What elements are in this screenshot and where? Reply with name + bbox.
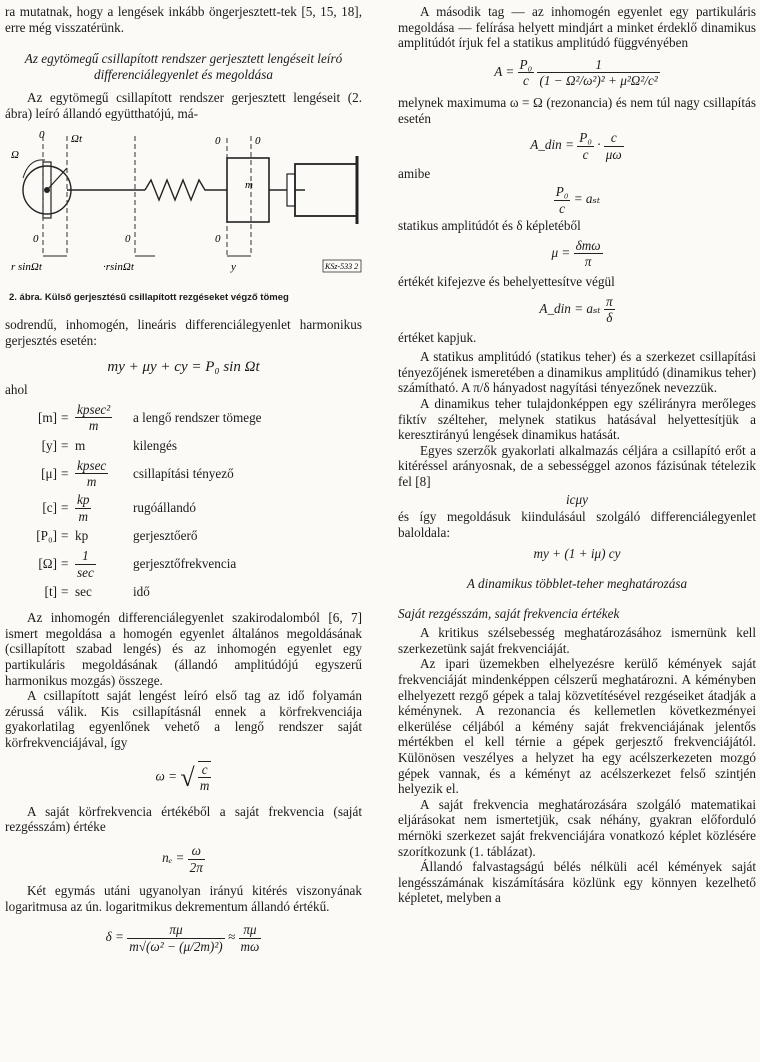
paragraph-max: melynek maximuma ω = Ω (rezonancia) és nem túl nagy csillapítás esetén xyxy=(398,94,756,126)
unit-row xyxy=(5,402,362,434)
intro-paragraph: Az egytömegű csillapított rendszer gerjesztett lengéseit (2. ábra) leíró állandó együtthatójú, má- xyxy=(5,90,362,121)
eq-omega-den: m xyxy=(199,778,210,794)
rotation-arrow-icon xyxy=(23,159,45,177)
unit-value: kp xyxy=(75,528,89,544)
unit-row xyxy=(5,548,362,580)
eq-ast-rhs: = aₛₜ xyxy=(573,191,601,207)
unit-label: kilengés xyxy=(133,437,177,453)
unit-value-cell xyxy=(75,584,133,600)
eq-delta-num: πμ xyxy=(127,922,224,939)
eq-Adin-frac1 xyxy=(577,130,594,162)
unit-label: idő xyxy=(133,584,150,600)
equation-delta xyxy=(5,922,362,954)
paragraph-second-term: A második tag — az inhomogén egyenlet egy partikuláris megoldása — felírása helyett mindjárt a minket érdeklő dinamikus amplitúdót írjuk fel a statikus amplitúdó függvényében xyxy=(398,4,756,51)
unit-value-den: sec xyxy=(77,564,94,580)
unit-value-fraction xyxy=(75,458,108,490)
eq-A-one: 1 xyxy=(537,57,659,74)
eq-Adin2-lhs: A_din = aₛₜ xyxy=(539,300,601,316)
unit-symbol: [m] xyxy=(37,409,57,425)
mass-spring-damper-diagram xyxy=(5,128,362,288)
eq-delta-den2: mω xyxy=(240,938,260,954)
unit-symbol: [t] xyxy=(44,584,57,600)
label-y: y xyxy=(231,260,236,273)
eq-ast-frac xyxy=(554,184,571,216)
unit-value: sec xyxy=(75,584,92,600)
unit-value-fraction xyxy=(75,548,96,580)
eq-ne-fraction xyxy=(188,843,205,875)
eq-Adin-n1: P₀ xyxy=(579,130,592,146)
label-r-sin: r sinΩt xyxy=(11,260,42,273)
paragraph-statikus: statikus amplitúdót és δ képletéből xyxy=(398,218,581,234)
paragraph-ipari: Az ipari üzemekben elhelyezésre kerülő kémények saját frekvenciáját mindenképpen célszerű meghatározni. A kéményben elhelyezett rezgő gépek a talaj közvetítésével rezgéseiket átadják a kéménynek. A rezonancia és kellemetlen következményei elkerülése céljából a kémény saját frekvenciájának jelentős mértékben el kell térnie a gépek gerjesztő frekvenciájától. Különösen veszélyes a helyzet ha egy acélszerkezeten mozgó gépek vannak, és a kéményt az acélszerkezet felső szintjén helyezik el. xyxy=(398,656,756,797)
heading-dinamikus: A dinamikus többlet-teher meghatározása xyxy=(466,576,688,591)
unit-equals: = xyxy=(61,584,69,600)
paragraph-kifejezve: értékét kifejezve és behelyettesítve végül xyxy=(398,273,615,289)
equation-Adin2 xyxy=(398,294,756,326)
equation-omega xyxy=(5,761,362,794)
paragraph-egyes: Egyes szerzők gyakorlati alkalmazás céljára a csillapító erőt a kitéréssel arányosnak, de a sebességgel azonos fázisúnak tételezik fel [8] xyxy=(398,442,756,490)
unit-label: rugóállandó xyxy=(133,500,196,516)
unit-value-cell xyxy=(75,548,133,580)
unit-value-den: m xyxy=(78,508,88,524)
unit-equals: = xyxy=(61,409,69,425)
unit-value-cell xyxy=(75,458,133,490)
paragraph-statikus-amp: A statikus amplitúdó (statikus teher) és a szerkezet csillapítási tényezőjének ismeretében a dinamikus amplitúdó (dinamikus teher) számítható. A π/δ hányadost nagyítási tényezőnek nevezzük. xyxy=(398,349,756,396)
equation-ast xyxy=(398,184,756,216)
figure-caption: 2. ábra. Külső gerjesztésű csillapított rezgéseket végző tömeg xyxy=(9,291,289,303)
right-column xyxy=(398,4,756,906)
eq-A-p0: P₀ xyxy=(519,56,533,72)
unit-value: m xyxy=(75,437,86,453)
paragraph-es: és így megoldásuk kiindulásául szolgáló differenciálegyenlet baloldala: xyxy=(398,509,756,540)
eq-Adin-n2: c xyxy=(604,130,624,147)
unit-value-fraction xyxy=(75,492,91,524)
unit-equals: = xyxy=(61,437,69,453)
eq-mu-lhs: μ = xyxy=(551,244,571,260)
eq-omega-fraction xyxy=(198,761,212,794)
eq-mu-num: δmω xyxy=(575,237,601,253)
label-omega-t: Ωt xyxy=(71,132,83,145)
unit-row xyxy=(5,436,362,456)
eq-ast-n: P₀ xyxy=(555,183,569,199)
unit-row xyxy=(5,458,362,490)
unit-symbol: [c] xyxy=(42,500,57,516)
left-paragraph-top: ra mutatnak, hogy a lengések inkább öngerjesztett-tek [5, 15, 18], erre még visszatérünk. xyxy=(5,4,362,35)
unit-row xyxy=(5,526,362,546)
label-zero-bottom-2: 0 xyxy=(125,232,131,245)
eq-Adin2-frac xyxy=(604,294,615,326)
unit-value-cell xyxy=(75,528,133,544)
eq-A-c: c xyxy=(522,73,529,89)
unit-value-fraction xyxy=(75,402,112,434)
unit-value-cell xyxy=(75,438,133,454)
paragraph-dinamikus: A dinamikus teher tulajdonképpen egy szélirányra merőleges fiktív szélteher, melynek statikus hatásával helyettesítjük a keresztirányú lengések dinamikus hatását. xyxy=(398,396,756,443)
section-heading: Az egytömegű csillapított rendszer gerjesztett lengéseit leíró differenciálegyenlet és megoldása xyxy=(24,51,343,82)
eq-ne-lhs: nₑ = xyxy=(162,850,185,866)
paragraph-kritikus: A kritikus szélsebesség meghatározásához ismernünk kell szerkezetünk saját frekvenciáját. xyxy=(398,625,756,656)
label-zero-top-3: 0 xyxy=(255,134,261,147)
eq-mu-frac xyxy=(574,238,603,270)
figure-2-diagram xyxy=(5,128,362,288)
label-mass-m: m xyxy=(245,178,253,191)
unit-equals: = xyxy=(61,500,69,516)
unit-label: a lengő rendszer tömege xyxy=(133,409,262,425)
eq-A-frac1 xyxy=(518,57,535,89)
equation-icmy: icμy xyxy=(566,491,588,507)
eq-delta-fraction-2 xyxy=(239,922,262,954)
equation-my: my + (1 + iμ) cy xyxy=(533,546,621,562)
eq-Adin-frac2 xyxy=(604,130,624,162)
equation-Adin: A_din = $\frac{\text{P₀}}{c}$ · $\frac{c}{\mu\omega}$ xyxy=(530,130,622,162)
eq-delta-approx: ≈ xyxy=(227,929,236,945)
label-r-sin-2: ·rsinΩt xyxy=(103,260,134,273)
unit-symbol: [P₀] xyxy=(36,528,57,544)
paragraph-first-term: A csillapított saját lengést leíró első tag az idő folyamán zérussá válik. Kis csillapításnál ennek a körfrekvenciája gyakorlatilag egyenlőnek vehető a lengő rendszer saját körfrekvenciájával, így xyxy=(5,688,362,751)
eq-Adin2-den: δ xyxy=(606,310,613,326)
paragraph-allando: Állandó falvastagságú bélés nélküli acél kémények saját lengésszámának kiszámítására közlünk egy könnyen kezelhető képletet, melyben a xyxy=(398,859,756,906)
damper-piston xyxy=(287,174,295,206)
units-list xyxy=(5,402,362,603)
eq-ast-d: c xyxy=(559,200,566,216)
unit-value-num: kpsec² xyxy=(77,401,111,417)
eq-ne-num: ω xyxy=(188,843,205,860)
paragraph-after-figure: sodrendű, inhomogén, lineáris differenciálegyenlet harmonikus gerjesztés esetén: xyxy=(5,317,362,348)
heading-sajat: Saját rezgésszám, saját frekvencia értékek xyxy=(398,605,620,621)
eq-A-frac2 xyxy=(537,57,659,89)
eq-Adin-d2: μω xyxy=(605,146,622,162)
unit-row xyxy=(5,492,362,524)
spring xyxy=(145,180,227,200)
unit-symbol: [y] xyxy=(41,437,57,453)
paragraph-inhomogen: Az inhomogén differenciálegyenlet szakirodalomból [6, 7] ismert megoldása a homogén egyenlet általános megoldásának (csillapított szabad lengés) és az inhomogén egyenlet egy partikuláris megoldásának (állandó amplitúdójú egyszerű harmonikus mozgás) összege. xyxy=(5,610,362,688)
sqrt-icon: √ xyxy=(180,762,195,792)
figure-ref: KSz-533 2 xyxy=(325,261,359,271)
equation-ne xyxy=(5,843,362,875)
unit-row xyxy=(5,582,362,602)
paragraph-sajat: A saját körfrekvencia értékéből a saját frekvencia (saját rezgésszám) értéke xyxy=(5,803,362,835)
label-zero-bottom-1: 0 xyxy=(33,232,39,245)
eq-delta-lhs: δ = xyxy=(105,929,124,945)
label-zero-bottom-3: 0 xyxy=(215,232,221,245)
left-column xyxy=(5,4,362,963)
equation-main: my + μy + cy = P₀ sin Ωt xyxy=(107,359,260,376)
unit-label: csillapítási tényező xyxy=(133,466,234,482)
eq-Adin2-num: π xyxy=(605,293,613,309)
unit-label: gerjesztőfrekvencia xyxy=(133,556,237,572)
unit-value-cell xyxy=(75,492,133,524)
crank-arm xyxy=(47,168,67,190)
unit-equals: = xyxy=(61,556,69,572)
eq-Adin-d1: c xyxy=(582,146,589,162)
eq-A-lhs: A = xyxy=(494,63,515,79)
paragraph-sajat-frek: A saját frekvencia meghatározására szolgáló matematikai eljárásokat nem ismertetjük, csak néhány, gyakran előforduló mérnöki szerkezet saját frekvenciájára vonatkozó képlet közlésére szorítkozunk (1. táblázat). xyxy=(398,796,756,859)
unit-equals: = xyxy=(61,466,69,482)
disc-center xyxy=(44,187,50,193)
unit-value-den: m xyxy=(88,418,99,434)
unit-value-num: kpsec xyxy=(77,457,107,473)
eq-delta-fraction xyxy=(127,922,224,954)
unit-value-cell xyxy=(75,402,133,434)
equation-mu xyxy=(398,238,756,270)
paragraph-kapjuk: értéket kapjuk. xyxy=(398,329,477,345)
label-zero-top-1: 0 xyxy=(39,128,45,141)
unit-symbol: [μ] xyxy=(41,466,57,482)
unit-value-num: kp xyxy=(77,491,90,507)
unit-value-num: 1 xyxy=(75,548,96,565)
eq-omega-num: c xyxy=(198,762,212,779)
label-omega: Ω xyxy=(11,148,19,161)
amibe-label: amibe xyxy=(398,166,431,182)
label-zero-top-2: 0 xyxy=(215,134,221,147)
eq-ne-den: 2π xyxy=(189,859,203,875)
ahol-label: ahol xyxy=(5,381,28,397)
eq-delta-den: m√(ω² − (μ/2m)²) xyxy=(129,938,223,954)
eq-omega-lhs: ω = xyxy=(155,768,178,784)
eq-A-den: (1 − Ω²/ω²)² + μ²Ω²/c² xyxy=(539,73,658,89)
paragraph-ket: Két egymás utáni ugyanolyan irányú kitérés viszonyának logaritmusa az ún. logaritmikus dekrementum állandó értékű. xyxy=(5,883,362,914)
unit-value-den: m xyxy=(86,474,97,490)
unit-symbol: [Ω] xyxy=(38,556,57,572)
eq-Adin-lhs: A_din = xyxy=(530,137,574,153)
unit-equals: = xyxy=(61,528,69,544)
eq-mu-den: π xyxy=(584,254,592,270)
eq-delta-num2: πμ xyxy=(239,922,262,939)
unit-label: gerjesztőerő xyxy=(133,528,198,544)
equation-A xyxy=(398,57,756,89)
